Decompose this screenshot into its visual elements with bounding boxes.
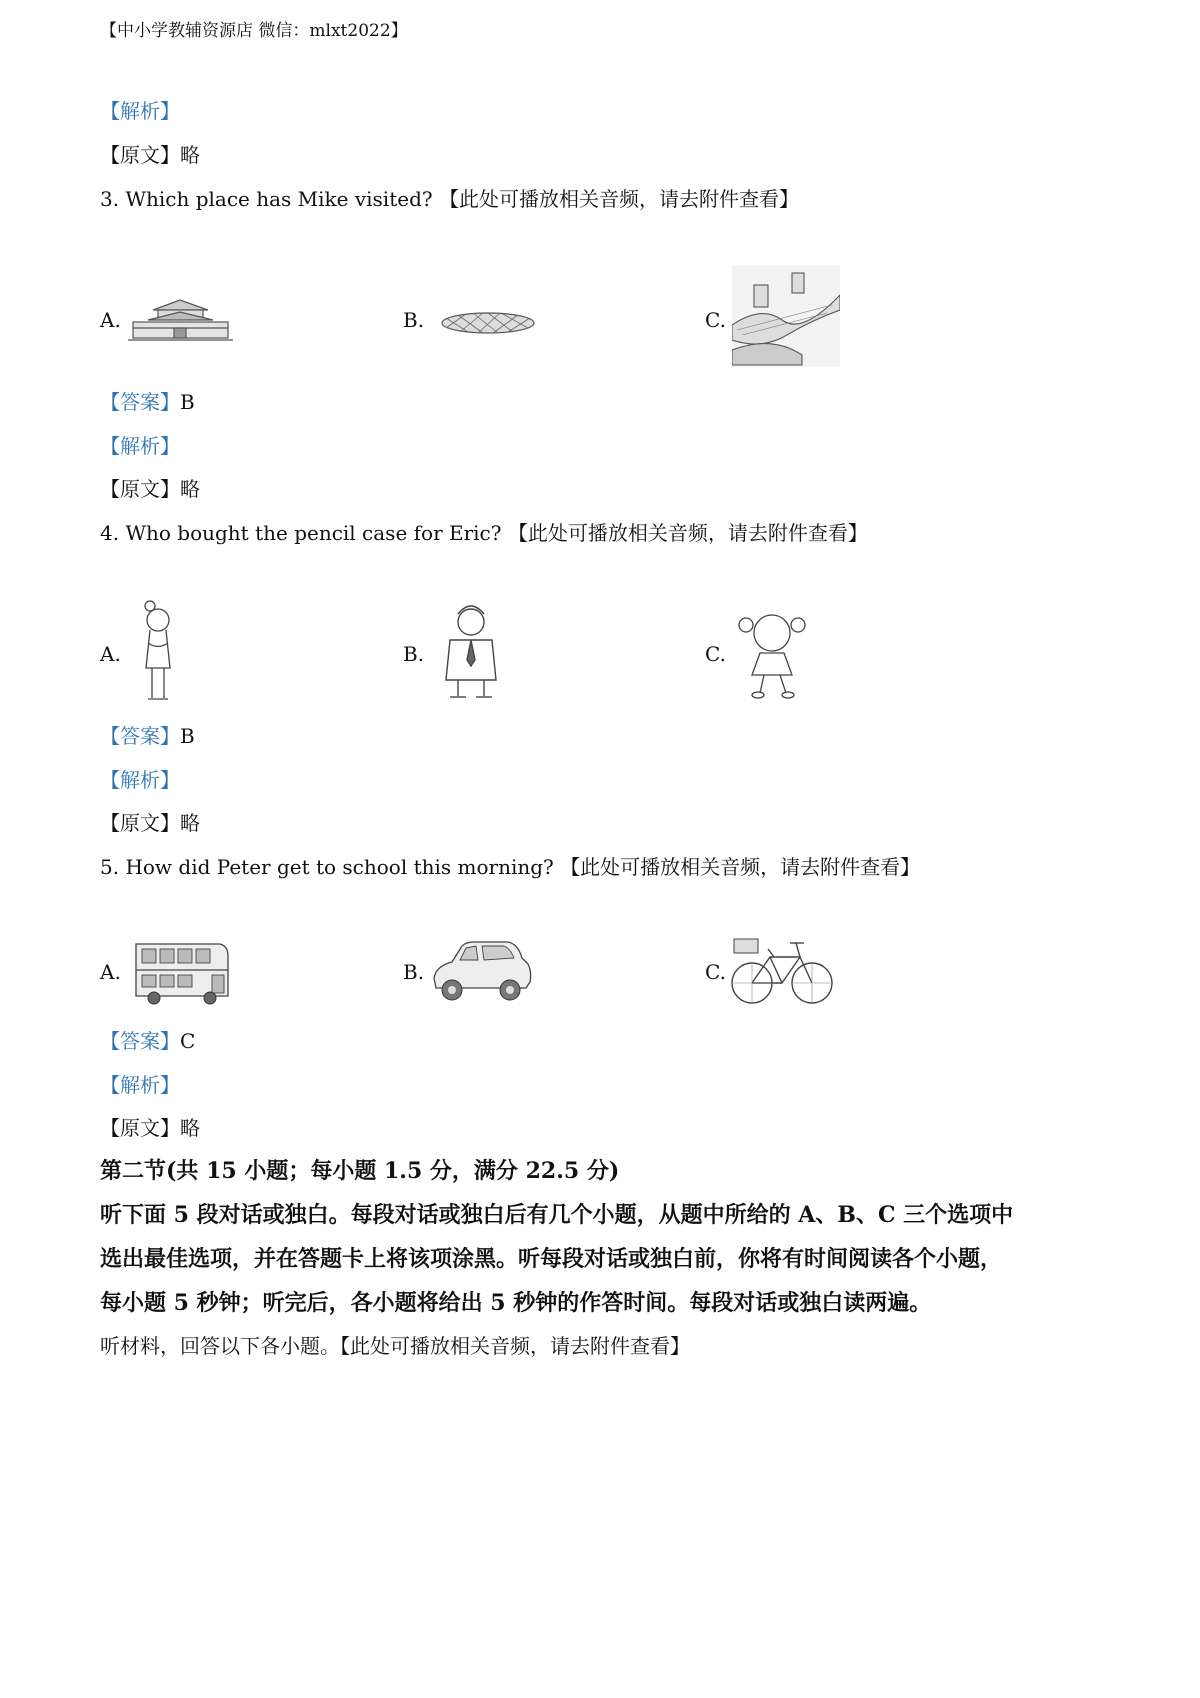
woman-icon <box>138 598 178 704</box>
yuanwen-line-q4 <box>100 807 200 836</box>
yuanwen-text: 略 <box>180 1116 200 1140</box>
yuanwen-line-q2 <box>100 139 200 168</box>
section-instruction-line-1: 听下面 5 段对话或独白。每段对话或独白后有几个小题，从题中所给的 A、B、C 三个选项中 <box>100 1202 1014 1228</box>
jiexi-label-q3 <box>100 430 180 459</box>
car-icon <box>430 938 534 1008</box>
page-header: 【中小学教辅资源店 微信：mlxt2022】 <box>100 21 408 41</box>
yuanwen-text: 略 <box>180 143 200 167</box>
question-5-text: 5. How did Peter get to school this morning? 【此处可播放相关音频，请去附件查看】 <box>100 855 921 879</box>
q4-option-c-label: C. <box>705 642 726 666</box>
q4-option-b-label: B. <box>403 642 425 666</box>
yuanwen-line-q5 <box>100 1112 200 1141</box>
jiexi-text: 【解析】 <box>100 768 180 792</box>
jiexi-text: 【解析】 <box>100 99 180 123</box>
q3-option-c-label: C. <box>705 308 726 332</box>
q5-option-c-label: C. <box>705 960 726 984</box>
q4-answer-line <box>100 720 195 749</box>
jiexi-text: 【解析】 <box>100 1073 180 1097</box>
yuanwen-line-q3 <box>100 473 200 502</box>
q5-option-b-label: B. <box>403 960 425 984</box>
q4-option-a-label: A. <box>100 642 121 666</box>
jiexi-text: 【解析】 <box>100 434 180 458</box>
jiexi-label-q4 <box>100 764 180 793</box>
yuanwen-prefix: 【原文】 <box>100 811 180 835</box>
q5-answer-line <box>100 1025 195 1054</box>
q5-answer: C <box>180 1029 196 1053</box>
yuanwen-text: 略 <box>180 477 200 501</box>
q3-answer-line <box>100 386 195 415</box>
q4-answer: B <box>180 724 195 748</box>
yuanwen-prefix: 【原文】 <box>100 1116 180 1140</box>
girl-icon <box>738 605 806 700</box>
answer-prefix: 【答案】 <box>100 724 180 748</box>
jiexi-label-q5 <box>100 1069 180 1098</box>
q3-option-b-label: B. <box>403 308 425 332</box>
man-in-suit-icon <box>440 600 502 700</box>
listening-prompt: 听材料，回答以下各小题。【此处可播放相关音频，请去附件查看】 <box>100 1334 690 1358</box>
birds-nest-stadium-icon <box>438 308 538 338</box>
section-instruction-line-2: 选出最佳选项，并在答题卡上将该项涂黑。听每段对话或独白前，你将有时间阅读各个小题， <box>100 1246 1003 1272</box>
jiexi-label-q2 <box>100 95 180 124</box>
answer-prefix: 【答案】 <box>100 1029 180 1053</box>
q3-option-a-label: A. <box>100 308 121 332</box>
question-3-text: 3. Which place has Mike visited? 【此处可播放相关音频，请去附件查看】 <box>100 187 799 211</box>
double-decker-bus-icon <box>132 940 232 1006</box>
tiananmen-gate-icon <box>128 294 233 344</box>
yuanwen-prefix: 【原文】 <box>100 143 180 167</box>
section-instruction-line-3: 每小题 5 秒钟；听完后，各小题将给出 5 秒钟的作答时间。每段对话或独白读两遍。 <box>100 1290 932 1316</box>
answer-prefix: 【答案】 <box>100 390 180 414</box>
q3-answer: B <box>180 390 195 414</box>
yuanwen-text: 略 <box>180 811 200 835</box>
question-4-text: 4. Who bought the pencil case for Eric? 【此处可播放相关音频，请去附件查看】 <box>100 521 868 545</box>
section-title: 第二节(共 15 小题；每小题 1.5 分，满分 22.5 分) <box>100 1158 620 1184</box>
yuanwen-prefix: 【原文】 <box>100 477 180 501</box>
q5-option-a-label: A. <box>100 960 121 984</box>
bicycle-icon <box>730 935 834 1007</box>
great-wall-icon <box>732 265 840 367</box>
